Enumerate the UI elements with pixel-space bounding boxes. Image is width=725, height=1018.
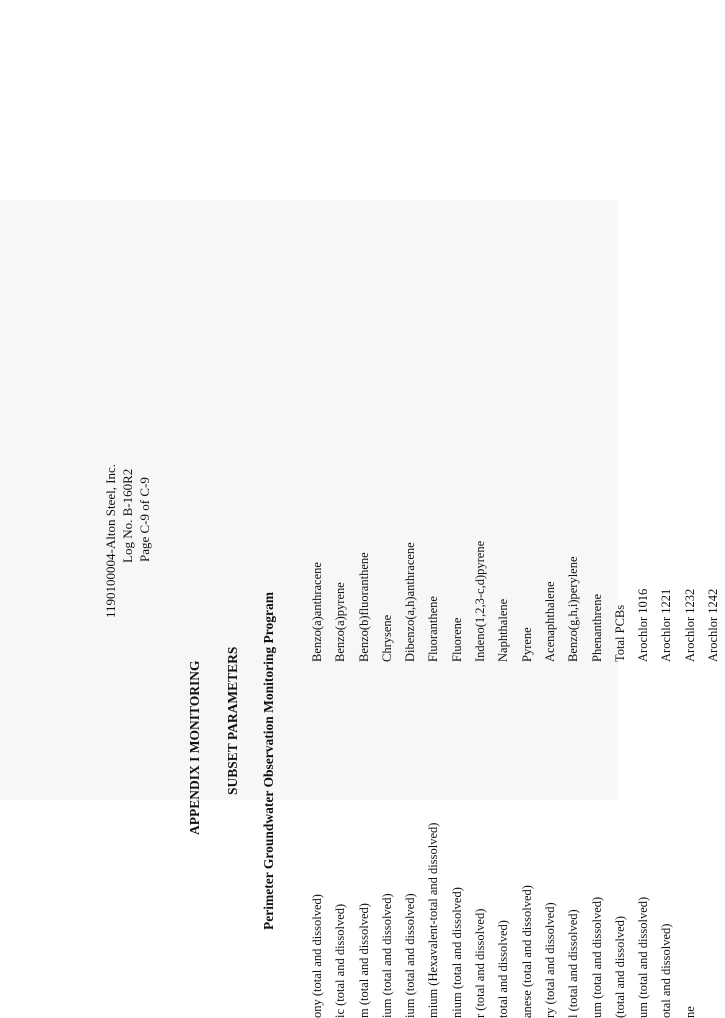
blank-top-margin [0, 0, 618, 200]
list-item: m (total and dissolved) [356, 903, 371, 1018]
list-item: r (total and dissolved) [473, 908, 488, 1018]
scanned-page [0, 200, 721, 1018]
list-item: ony (total and dissolved) [310, 894, 324, 1018]
list-item: Total PCBs [612, 604, 627, 662]
list-item: Arochlor 1242 [706, 588, 721, 662]
title-program: Perimeter Groundwater Observation Monitoring Program [261, 592, 276, 930]
list-item: Fluorene [449, 617, 464, 662]
header-page-number: Page C-9 of C-9 [137, 477, 152, 562]
list-item: ium (total and dissolved) [379, 893, 394, 1018]
list-item: otal and dissolved) [659, 923, 674, 1018]
list-item: um (total and dissolved) [589, 896, 604, 1018]
list-item: ne [682, 1006, 697, 1018]
header-log-number: Log No. B-160R2 [120, 468, 135, 563]
list-item: l (total and dissolved) [566, 909, 581, 1018]
list-item: Benzo(g,h,i)perylene [566, 556, 581, 662]
list-item: Pyrene [519, 627, 534, 662]
left-column-list [306, 823, 702, 1018]
list-item: Chrysene [379, 614, 394, 662]
list-item: Benzo(a)pyrene [333, 582, 348, 662]
list-item: Arochlor 1016 [636, 588, 651, 662]
list-item: Benzo(b)fluoranthene [356, 552, 371, 662]
list-item: (total and dissolved) [612, 915, 627, 1018]
title-subset-parameters: SUBSET PARAMETERS [225, 646, 240, 795]
list-item: ry (total and dissolved) [542, 902, 557, 1018]
list-item: ium (total and dissolved) [403, 893, 418, 1018]
list-item: Indeno(1,2,3-c,d)pyrene [473, 540, 488, 662]
list-item: ic (total and dissolved) [333, 903, 348, 1018]
list-item: Fluoranthene [426, 596, 441, 662]
list-item: Arochlor 1221 [659, 588, 674, 662]
list-item: Benzo(a)anthracene [310, 562, 324, 662]
header-company: 1190100004-Alton Steel, Inc. [103, 463, 118, 618]
list-item: anese (total and dissolved) [519, 885, 534, 1018]
list-item: Phenanthrene [589, 593, 604, 662]
list-item: Arochlor 1232 [682, 588, 697, 662]
list-item: nium (total and dissolved) [449, 887, 464, 1018]
list-item: mium (Hexavalent-total and dissolved) [426, 822, 441, 1018]
title-appendix: APPENDIX I MONITORING [187, 660, 202, 835]
list-item: total and dissolved) [496, 920, 511, 1018]
list-item: Acenaphthalene [542, 581, 557, 662]
list-item: Dibenzo(a,h)anthracene [403, 542, 418, 662]
list-item: Naphthalene [496, 598, 511, 662]
right-column-list [306, 541, 725, 662]
list-item: um (total and dissolved) [636, 896, 651, 1018]
rotated-page-content [0, 200, 721, 1018]
